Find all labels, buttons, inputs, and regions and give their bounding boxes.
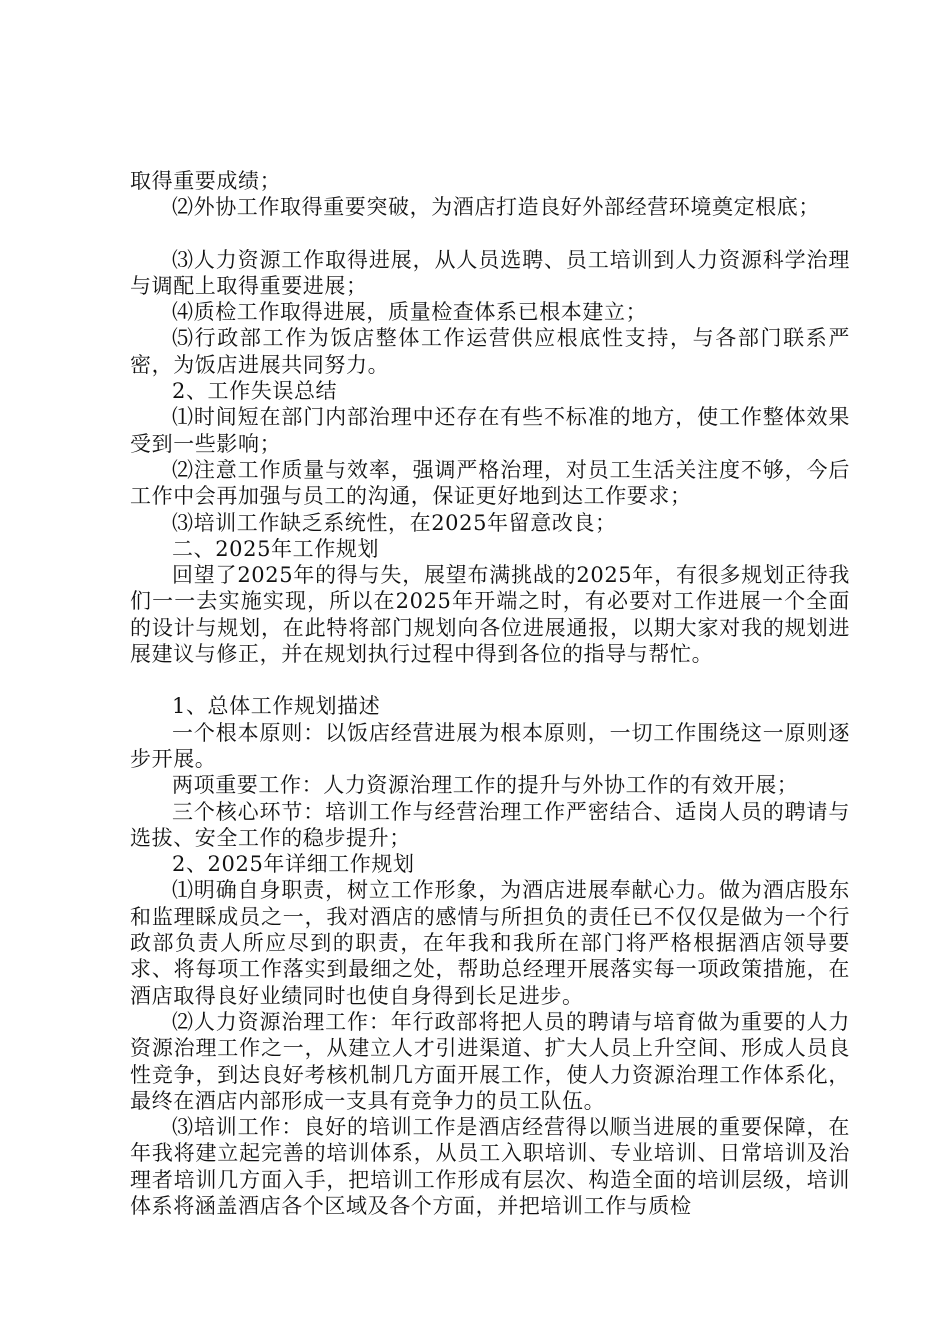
paragraph-plan-item-3: ⑶培训工作：良好的培训工作是酒店经营得以顺当进展的重要保障，在年我将建立起完善的培训体系，从员工入职培训、专业培训、日常培训及治理者培训几方面入手，把培训工作形成有层次、构造全面的培训层级，培训体系将涵盖酒店各个区域及各个方面，并把培训工作与质检 <box>130 1115 850 1218</box>
paragraph-mistake-2: ⑵注意工作质量与效率，强调严格治理，对员工生活关注度不够，今后工作中会再加强与员工的沟通，保证更好地到达工作要求； <box>130 457 850 509</box>
paragraph-achievement-2: ⑵外协工作取得重要突破，为酒店打造良好外部经营环境奠定根底； <box>172 195 820 220</box>
paragraph-three-links: 三个核心环节：培训工作与经营治理工作严密结合、适岗人员的聘请与选拔、安全工作的稳步提升； <box>130 799 850 850</box>
heading-detailed-plan: 2、2025年详细工作规划 <box>172 852 415 877</box>
paragraph-principle: 一个根本原则：以饭店经营进展为根本原则，一切工作围绕这一原则逐步开展。 <box>130 720 850 771</box>
paragraph-mistake-3: ⑶培训工作缺乏系统性，在2025年留意改良； <box>172 510 617 535</box>
blank-line <box>130 667 850 693</box>
heading-work-plan: 二、2025年工作规划 <box>172 536 380 561</box>
heading-mistakes-summary: 2、工作失误总结 <box>172 379 338 404</box>
paragraph-mistake-1: ⑴时间短在部门内部治理中还存在有些不标准的地方，使工作整体效果受到一些影响； <box>130 405 850 456</box>
paragraph-plan-item-2: ⑵人力资源治理工作：年行政部将把人员的聘请与培育做为重要的人力资源治理工作之一，从建立人才引进渠道、扩大人员上升空间、形成人员良性竞争，到达良好考核机制几方面开展工作，使人力资源治理工作体系化，最终在酒店内部形成一支具有竞争力的员工队伍。 <box>130 1009 850 1113</box>
paragraph-achievement-4: ⑷质检工作取得进展，质量检查体系已根本建立； <box>172 300 648 325</box>
document-body <box>130 168 850 1219</box>
heading-overall-plan: 1、总体工作规划描述 <box>172 694 381 719</box>
blank-line <box>130 221 850 247</box>
paragraph-continuation: 取得重要成绩； <box>130 169 282 193</box>
paragraph-plan-item-1: ⑴明确自身职责，树立工作形象，为酒店进展奉献心力。做为酒店股东和监理睬成员之一，我对酒店的感情与所担负的责任已不仅仅是做为一个行政部负责人所应尽到的职责，在年我和我所在部门将严格根据酒店领导要求、将每项工作落实到最细之处，帮助总经理开展落实每一项政策措施，在酒店取得良好业绩同时也使自身得到长足进步。 <box>130 878 850 1008</box>
paragraph-two-tasks: 两项重要工作：人力资源治理工作的提升与外协工作的有效开展； <box>172 773 799 798</box>
paragraph-achievement-5: ⑸行政部工作为饭店整体工作运营供应根底性支持，与各部门联系严密，为饭店进展共同努力。 <box>130 326 850 377</box>
paragraph-plan-intro: 回望了2025年的得与失，展望布满挑战的2025年，有很多规划正待我们一一去实施实现，所以在2025年开端之时，有必要对工作进展一个全面的设计与规划，在此特将部门规划向各位进展通报，以期大家对我的规划进展建议与修正，并在规划执行过程中得到各位的指导与帮忙。 <box>130 563 850 667</box>
paragraph-achievement-3: ⑶人力资源工作取得进展，从人员选聘、员工培训到人力资源科学治理与调配上取得重要进展； <box>130 247 850 298</box>
